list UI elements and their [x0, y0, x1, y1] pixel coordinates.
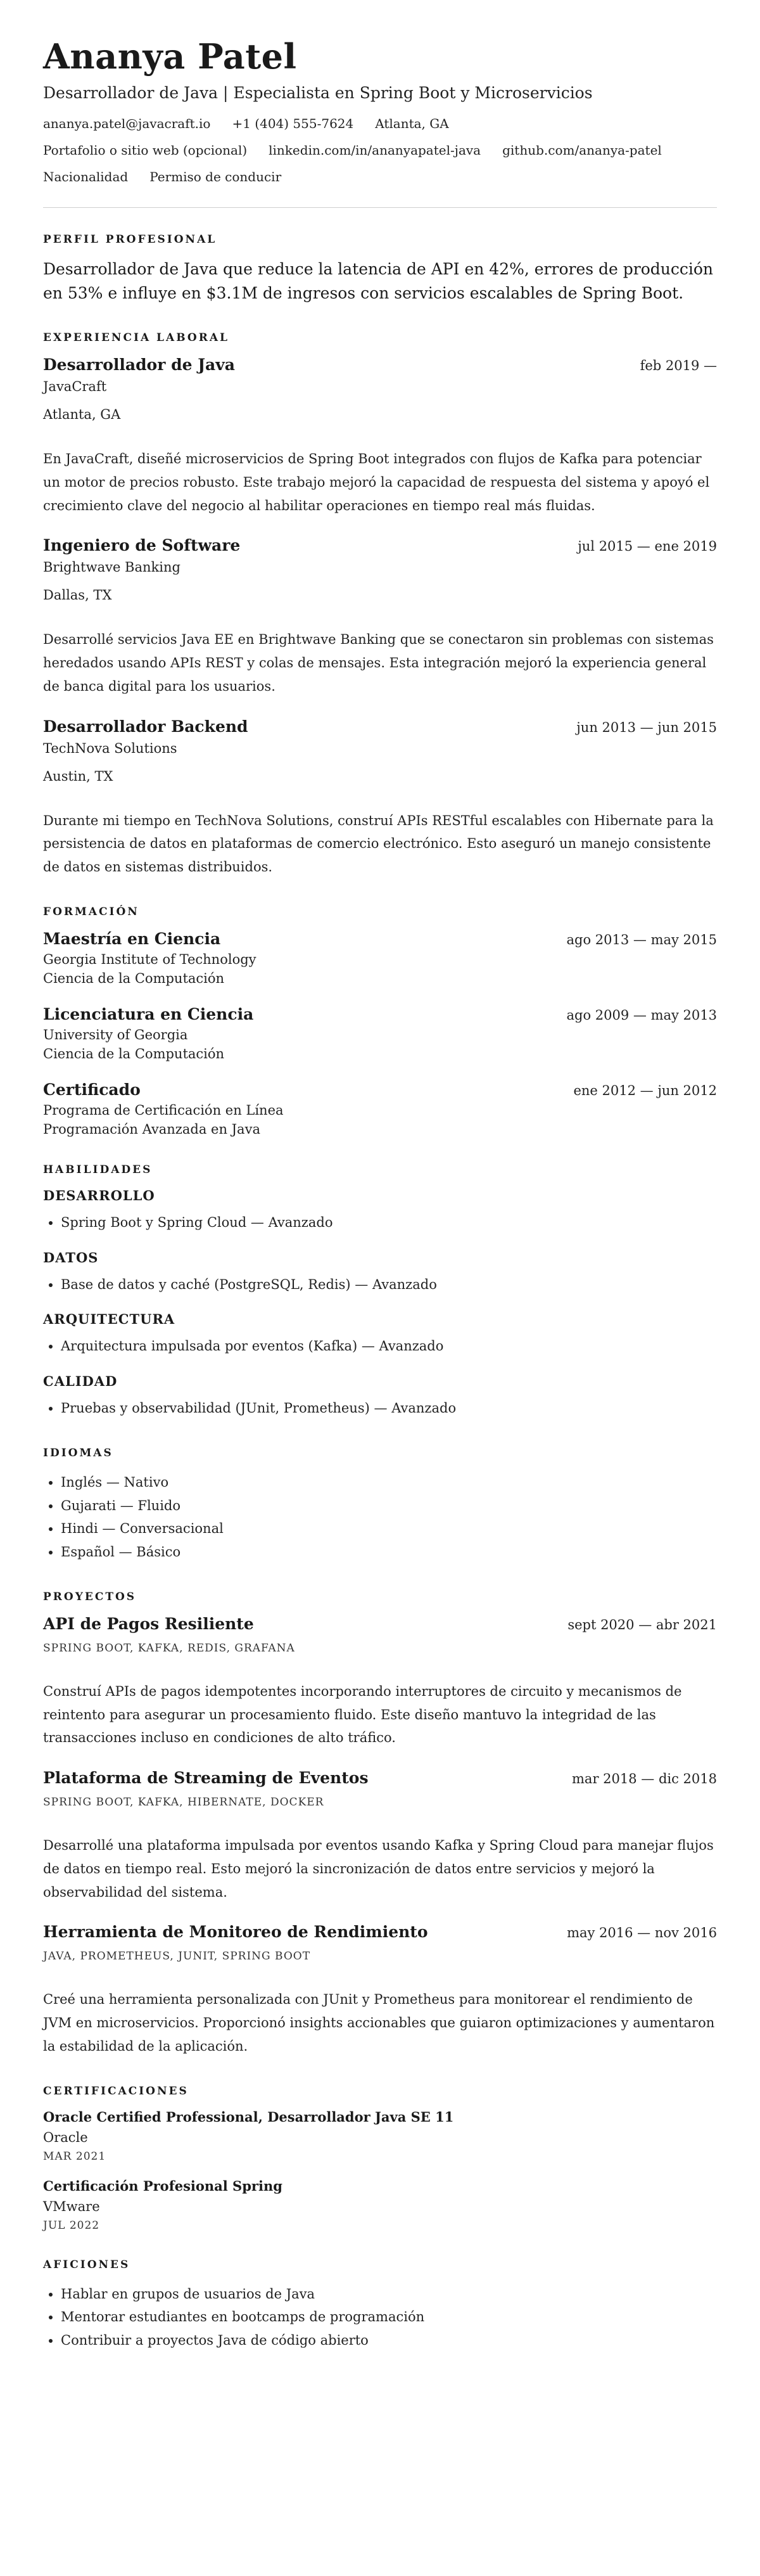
- section-heading: PROYECTOS: [43, 1590, 137, 1603]
- hobby-item: • Hablar en grupos de usuarios de Java: [61, 2283, 717, 2306]
- certification-entry: [43, 2109, 717, 2163]
- contact-email[interactable]: ananya.patel@javacraft.io: [43, 116, 211, 132]
- contact-github[interactable]: github.com/ananya-patel: [502, 143, 662, 158]
- certification-name: Oracle Certified Professional, Desarrollador Java SE 11: [43, 2108, 454, 2125]
- certifications-section: [43, 2085, 717, 2232]
- section-heading: EXPERIENCIA LABORAL: [43, 331, 229, 345]
- contact-location: Atlanta, GA: [375, 116, 449, 132]
- project-title: Herramienta de Monitoreo de Rendimiento: [43, 1923, 428, 1942]
- entry-header: [43, 1923, 717, 1941]
- job-title: Desarrollador Backend: [43, 717, 248, 736]
- skill-item: • Spring Boot y Spring Cloud — Avanzado: [61, 1211, 717, 1234]
- entry-header: [43, 1080, 717, 1099]
- resume-header: [43, 37, 717, 184]
- contact-row-links: [43, 143, 717, 158]
- project-entry: [43, 1769, 717, 1904]
- skill-list: [43, 1335, 717, 1358]
- languages-section: [43, 1447, 717, 1564]
- skill-item: • Arquitectura impulsada por eventos (Kafka) — Avanzado: [61, 1335, 717, 1358]
- certification-entry: [43, 2178, 717, 2232]
- project-entry: [43, 1615, 717, 1750]
- degree-title: Licenciatura en Ciencia: [43, 1004, 254, 1023]
- skill-item: • Base de datos y caché (PostgreSQL, Redis) — Avanzado: [61, 1273, 717, 1297]
- school-name: Programa de Certificación en Línea: [43, 1102, 284, 1118]
- entry-header: [43, 930, 717, 948]
- skill-item: • Pruebas y observabilidad (JUnit, Prometheus) — Avanzado: [61, 1397, 717, 1420]
- job-location: Dallas, TX: [43, 587, 112, 603]
- language-item: • Español — Básico: [61, 1541, 717, 1564]
- certification-name: Certificación Profesional Spring: [43, 2177, 282, 2194]
- project-title: Plataforma de Streaming de Eventos: [43, 1769, 369, 1788]
- company-name: TechNova Solutions: [43, 740, 177, 756]
- language-item: • Hindi — Conversacional: [61, 1517, 717, 1541]
- contact-row-extra: [43, 169, 717, 184]
- field-of-study: Ciencia de la Computación: [43, 1046, 225, 1061]
- certification-date: MAR 2021: [43, 2150, 106, 2163]
- project-dates: may 2016 — nov 2016: [567, 1925, 717, 1941]
- certification-issuer: Oracle: [43, 2129, 88, 2145]
- degree-title: Certificado: [43, 1080, 141, 1099]
- certification-issuer: VMware: [43, 2198, 100, 2214]
- degree-title: Maestría en Ciencia: [43, 929, 221, 948]
- project-tech-stack: SPRING BOOT, KAFKA, REDIS, GRAFANA: [43, 1641, 295, 1655]
- header-divider: [43, 207, 717, 208]
- skill-list: [43, 1397, 717, 1420]
- contact-driving-license: Permiso de conducir: [149, 169, 282, 185]
- company-name: JavaCraft: [43, 379, 107, 395]
- section-heading: IDIOMAS: [43, 1446, 113, 1459]
- job-location: Atlanta, GA: [43, 407, 121, 423]
- skills-section: [43, 1163, 717, 1420]
- education-dates: ago 2013 — may 2015: [566, 932, 717, 947]
- section-heading: CERTIFICACIONES: [43, 2084, 189, 2098]
- section-heading: PERFIL PROFESIONAL: [43, 233, 217, 247]
- project-entry: [43, 1923, 717, 2058]
- skill-category: DATOS: [43, 1249, 99, 1266]
- experience-entry: [43, 356, 717, 517]
- language-item: • Inglés — Nativo: [61, 1471, 717, 1494]
- job-description: Durante mi tiempo en TechNova Solutions, construí APIs RESTful escalables con Hibernate para la persistencia de datos en plataformas de comercio electrónico. Esto aseguró un manejo consistente de datos en sistemas distribuidos.: [43, 812, 714, 875]
- job-dates: jun 2013 — jun 2015: [576, 719, 717, 735]
- hobby-item: • Contribuir a proyectos Java de código abierto: [61, 2329, 717, 2352]
- job-description: En JavaCraft, diseñé microservicios de Spring Boot integrados con flujos de Kafka para potenciar un motor de precios robusto. Este trabajo mejoró la capacidad de respuesta del sistema y apoyó el crecimiento clave del negocio al habilitar operaciones en tiempo real más fluidas.: [43, 451, 710, 513]
- hobbies-section: [43, 2259, 717, 2352]
- field-of-study: Ciencia de la Computación: [43, 970, 225, 986]
- candidate-headline: Desarrollador de Java | Especialista en Spring Boot y Microservicios: [43, 84, 593, 103]
- language-item: • Gujarati — Fluido: [61, 1494, 717, 1518]
- skill-list: [43, 1211, 717, 1234]
- entry-header: [43, 536, 717, 554]
- candidate-name: Ananya Patel: [43, 36, 297, 77]
- skill-group: [43, 1311, 717, 1358]
- education-dates: ago 2009 — may 2013: [566, 1007, 717, 1023]
- job-dates: feb 2019 —: [640, 358, 717, 374]
- school-name: University of Georgia: [43, 1027, 188, 1042]
- skill-group: [43, 1250, 717, 1297]
- project-dates: sept 2020 — abr 2021: [567, 1617, 717, 1632]
- experience-entry: [43, 536, 717, 698]
- section-heading: HABILIDADES: [43, 1163, 153, 1176]
- project-dates: mar 2018 — dic 2018: [572, 1771, 717, 1787]
- hobby-item: • Mentorar estudiantes en bootcamps de programación: [61, 2305, 717, 2329]
- entry-header: [43, 717, 717, 736]
- education-entry: [43, 1080, 717, 1137]
- project-description: Construí APIs de pagos idempotentes incorporando interruptores de circuito y mecanismos de reintento para asegurar un procesamiento fluido. Este diseño mantuvo la integridad de las transacciones incluso en condiciones de alto tráfico.: [43, 1683, 682, 1746]
- skill-group: [43, 1373, 717, 1420]
- skill-list: [43, 1273, 717, 1297]
- education-entry: [43, 930, 717, 986]
- project-description: Desarrollé una plataforma impulsada por eventos usando Kafka y Spring Cloud para manejar flujos de datos en tiempo real. Esto mejoró la sincronización de datos entre servicios y mejoró la observabilidad del sistema.: [43, 1838, 714, 1900]
- education-dates: ene 2012 — jun 2012: [573, 1082, 717, 1098]
- profile-summary: Desarrollador de Java que reduce la latencia de API en 42%, errores de producción en 53% e influye en $3.1M de ingresos con servicios escalables de Spring Boot.: [43, 260, 714, 302]
- entry-header: [43, 356, 717, 374]
- contact-phone[interactable]: +1 (404) 555-7624: [232, 116, 354, 132]
- profile-section: [43, 233, 717, 305]
- experience-section: [43, 331, 717, 879]
- contact-portfolio[interactable]: Portafolio o sitio web (opcional): [43, 143, 248, 158]
- entry-header: [43, 1769, 717, 1787]
- contact-row-primary: [43, 116, 717, 131]
- school-name: Georgia Institute of Technology: [43, 951, 256, 967]
- project-tech-stack: JAVA, PROMETHEUS, JUNIT, SPRING BOOT: [43, 1950, 311, 1963]
- job-title: Desarrollador de Java: [43, 356, 235, 375]
- section-heading: FORMACIÓN: [43, 905, 139, 918]
- company-name: Brightwave Banking: [43, 560, 180, 575]
- projects-section: [43, 1591, 717, 2058]
- job-location: Austin, TX: [43, 768, 113, 784]
- contact-linkedin[interactable]: linkedin.com/in/ananyapatel-java: [269, 143, 481, 158]
- project-tech-stack: SPRING BOOT, KAFKA, HIBERNATE, DOCKER: [43, 1796, 324, 1809]
- entry-header: [43, 1615, 717, 1633]
- entry-header: [43, 1005, 717, 1023]
- section-heading: AFICIONES: [43, 2258, 130, 2271]
- language-list: [43, 1471, 717, 1564]
- contact-nationality: Nacionalidad: [43, 169, 129, 185]
- education-entry: [43, 1005, 717, 1061]
- field-of-study: Programación Avanzada en Java: [43, 1121, 260, 1137]
- skill-group: [43, 1188, 717, 1234]
- job-description: Desarrollé servicios Java EE en Brightwave Banking que se conectaron sin problemas con sistemas heredados usando APIs REST y colas de mensajes. Esta integración mejoró la experiencia general de banca digital para los usuarios.: [43, 632, 714, 694]
- experience-entry: [43, 717, 717, 879]
- project-title: API de Pagos Resiliente: [43, 1614, 254, 1633]
- education-section: [43, 906, 717, 1137]
- job-dates: jul 2015 — ene 2019: [578, 539, 717, 554]
- job-title: Ingeniero de Software: [43, 536, 241, 555]
- skill-category: ARQUITECTURA: [43, 1311, 175, 1328]
- certification-date: JUL 2022: [43, 2219, 100, 2232]
- hobby-list: [43, 2283, 717, 2352]
- skill-category: DESARROLLO: [43, 1187, 155, 1203]
- project-description: Creé una herramienta personalizada con JUnit y Prometheus para monitorear el rendimiento de JVM en microservicios. Proporcionó insights accionables que guiaron optimizaciones y aumentaron la estabilidad de la aplicación.: [43, 1992, 715, 2054]
- skill-category: CALIDAD: [43, 1373, 118, 1390]
